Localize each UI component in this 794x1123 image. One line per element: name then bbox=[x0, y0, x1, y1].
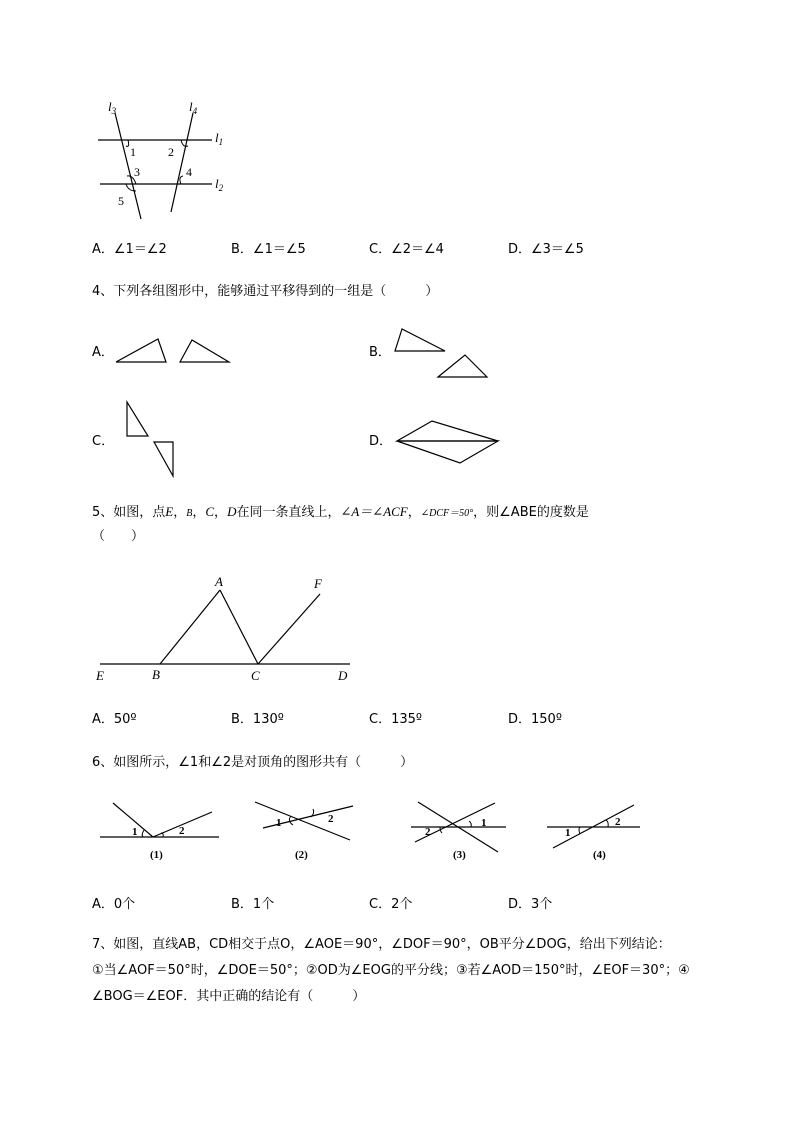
q6-option-c[interactable]: C．2个 bbox=[369, 897, 413, 912]
q4-figure-d bbox=[392, 415, 502, 467]
q5-option-c[interactable]: C．135º bbox=[369, 712, 423, 727]
angle-label-4: 4 bbox=[186, 165, 192, 179]
q6-figures bbox=[95, 795, 655, 865]
q4-figure-b bbox=[390, 325, 495, 382]
q7-stem-line-3: ∠BOG＝∠EOF．其中正确的结论有（ ） bbox=[92, 989, 366, 1004]
angle-label-2: 2 bbox=[168, 145, 174, 159]
label-l2: $l_2$ bbox=[215, 176, 224, 193]
angle-arc-5 bbox=[126, 184, 136, 191]
angle-label-5: 5 bbox=[118, 194, 124, 208]
point-label-D: D bbox=[338, 668, 348, 683]
point-label-E: E bbox=[96, 668, 104, 683]
svg-text:2: 2 bbox=[328, 813, 334, 825]
q5-answer-paren: （ ） bbox=[92, 529, 145, 544]
svg-text:2: 2 bbox=[179, 825, 185, 837]
label-l4: $l_4$ bbox=[189, 99, 198, 116]
svg-text:(4): (4) bbox=[593, 849, 606, 861]
q6-figure-3 bbox=[411, 802, 506, 861]
q5-stem: 5、如图，点E，B，C，D在同一条直线上，∠A＝∠ACF，∠DCF＝50°，则∠ABE的度数是 bbox=[92, 504, 589, 520]
point-label-F: F bbox=[314, 576, 322, 591]
q4-figure-c bbox=[120, 398, 180, 480]
point-label-A: A bbox=[215, 574, 223, 589]
svg-text:2: 2 bbox=[425, 826, 431, 838]
segment-AC bbox=[220, 590, 258, 664]
q5-figure bbox=[90, 572, 360, 687]
q6-figure-1 bbox=[100, 803, 219, 861]
svg-text:1: 1 bbox=[132, 826, 138, 838]
svg-text:2: 2 bbox=[615, 816, 621, 828]
q7-stem-line-1: 7、如图，直线AB，CD相交于点O，∠AOE＝90°，∠DOF＝90°，OB平分∠DOG，给出下列结论： bbox=[92, 937, 671, 952]
angle-arc-4 bbox=[180, 176, 183, 184]
q4-option-b[interactable]: B． bbox=[369, 345, 391, 360]
q7-stem-line-2: ①当∠AOF＝50°时，∠DOE＝50°；②OD为∠EOG的平分线；③若∠AOD＝150°时，∠EOF＝30°；④ bbox=[92, 963, 690, 978]
angle-label-3: 3 bbox=[134, 165, 140, 179]
q6-option-b[interactable]: B．1个 bbox=[231, 897, 275, 912]
q4-option-c[interactable]: C． bbox=[92, 434, 115, 449]
label-l1: $l_1$ bbox=[215, 130, 224, 147]
segment-BA bbox=[160, 590, 220, 664]
q3-option-b[interactable]: B．∠1＝∠5 bbox=[231, 242, 306, 257]
q5-option-a[interactable]: A．50º bbox=[92, 712, 137, 727]
q6-option-d[interactable]: D．3个 bbox=[508, 897, 553, 912]
svg-text:(2): (2) bbox=[295, 849, 308, 861]
q3-option-a[interactable]: A．∠1＝∠2 bbox=[92, 242, 167, 257]
q6-stem: 6、如图所示，∠1和∠2是对顶角的图形共有（ ） bbox=[92, 755, 414, 770]
svg-text:1: 1 bbox=[481, 817, 487, 829]
label-l3: $l_3$ bbox=[108, 99, 117, 116]
point-label-B: B bbox=[152, 667, 160, 682]
line-l4 bbox=[171, 113, 193, 212]
q4-figure-a bbox=[112, 335, 237, 367]
q5-option-d[interactable]: D．150º bbox=[508, 712, 562, 727]
svg-text:1: 1 bbox=[276, 817, 282, 829]
q3-option-d[interactable]: D．∠3＝∠5 bbox=[508, 242, 584, 257]
q6-figure-4 bbox=[547, 805, 640, 861]
angle-label-1: 1 bbox=[130, 145, 136, 159]
q6-option-a[interactable]: A．0个 bbox=[92, 897, 136, 912]
q3-figure bbox=[90, 95, 240, 225]
point-label-C: C bbox=[251, 668, 260, 683]
q3-option-c[interactable]: C．∠2＝∠4 bbox=[369, 242, 444, 257]
svg-text:(3): (3) bbox=[453, 849, 466, 861]
svg-text:(1): (1) bbox=[150, 849, 163, 861]
segment-CF bbox=[258, 594, 320, 664]
q4-stem: 4、下列各组图形中，能够通过平移得到的一组是（ ） bbox=[92, 284, 439, 299]
q6-figure-2 bbox=[255, 802, 353, 861]
q4-option-d[interactable]: D． bbox=[369, 434, 393, 449]
q5-option-b[interactable]: B．130º bbox=[231, 712, 284, 727]
svg-text:1: 1 bbox=[565, 827, 571, 839]
angle-arc-1 bbox=[126, 140, 129, 146]
q4-option-a[interactable]: A． bbox=[92, 345, 114, 360]
